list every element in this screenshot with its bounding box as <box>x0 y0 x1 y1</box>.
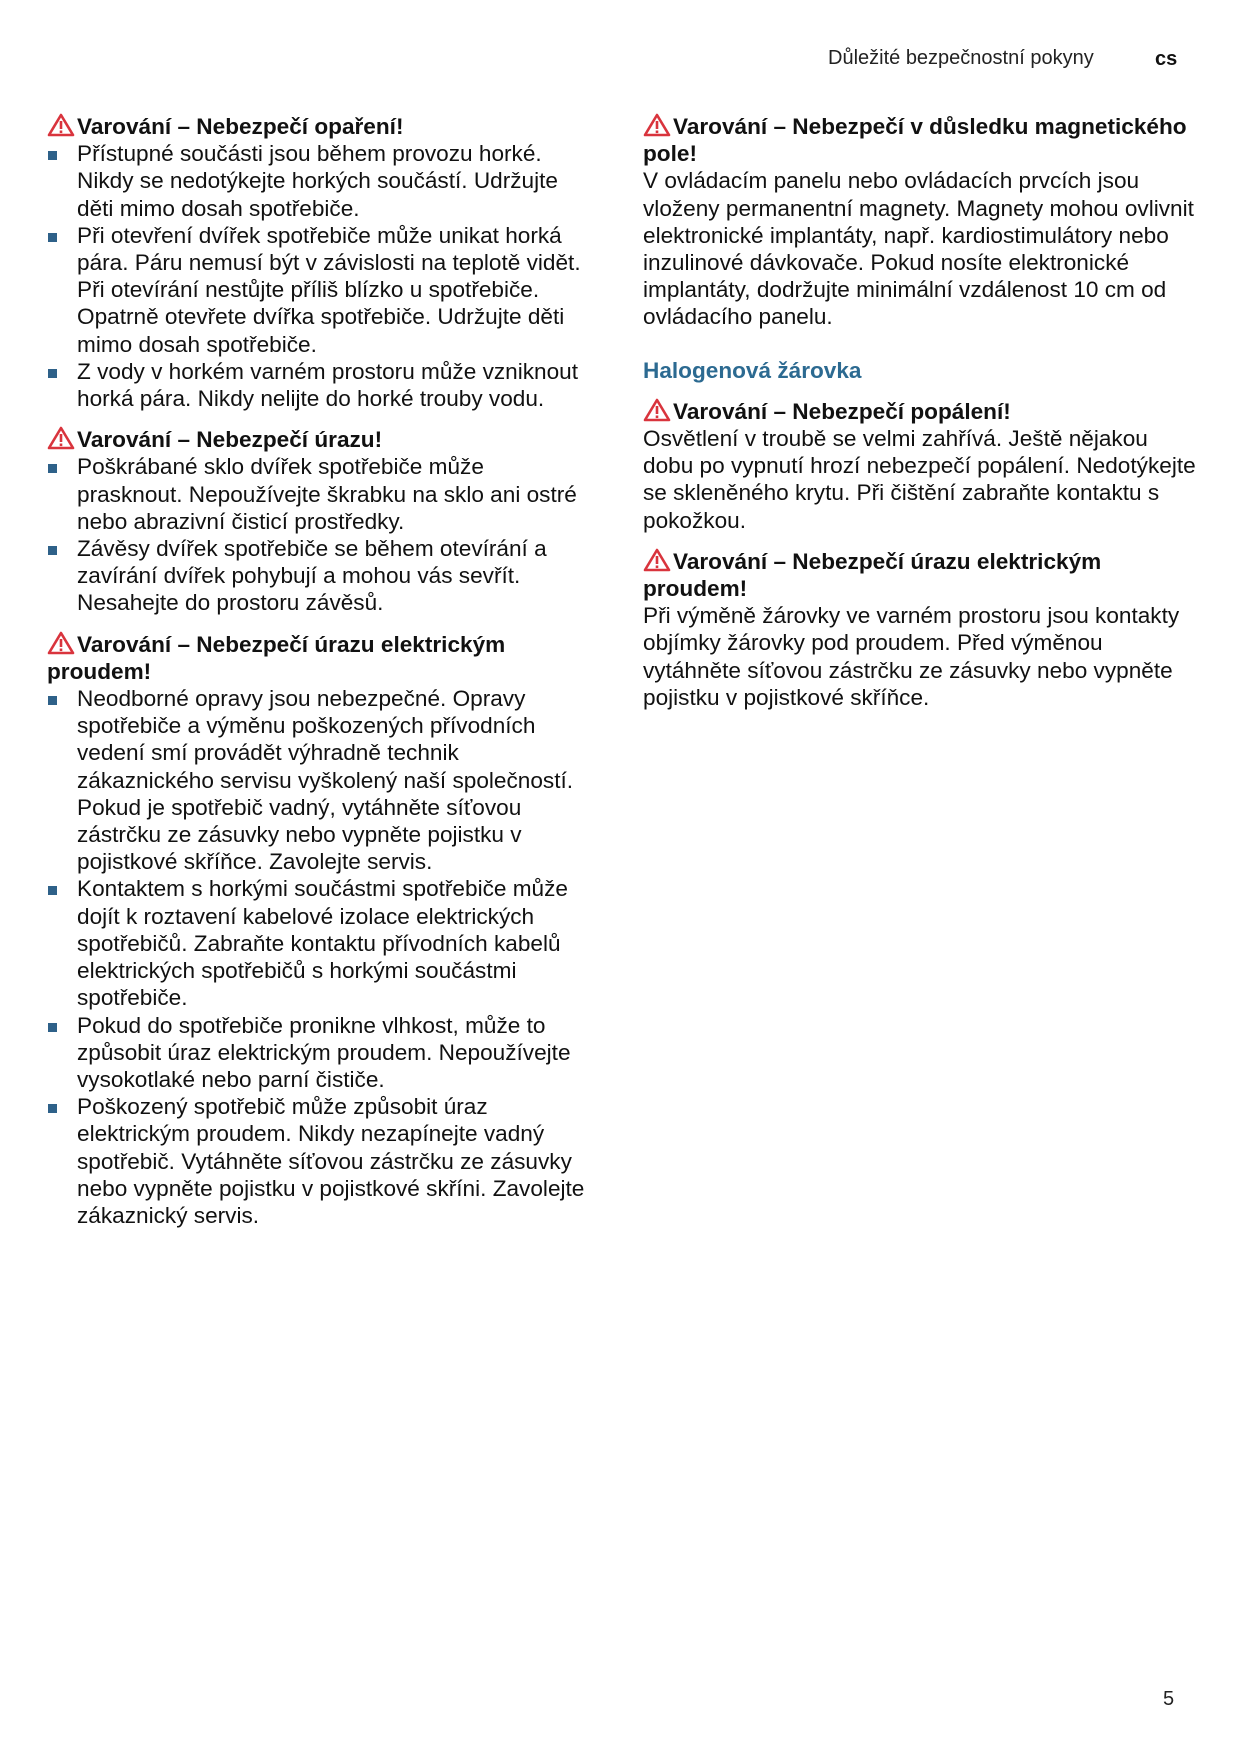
warning-heading-text: Varování – Nebezpečí úrazu elektrickým proudem! <box>643 548 1102 602</box>
warning-triangle-icon <box>47 113 75 137</box>
warning-heading-text: Varování – Nebezpečí úrazu! <box>77 427 383 453</box>
warning-body: Při výměně žárovky ve varném prostoru jsou kontakty objímky žárovky pod proudem. Před výměnou vytáhněte síťovou zástrčku ze zásuvky nebo vypněte pojistku v pojistkové skříňce. <box>643 603 1180 710</box>
warning-heading <box>47 426 587 453</box>
list-item-text: Kontaktem s horkými součástmi spotřebiče může dojít k roztavení kabelové izolace elektrických spotřebičů. Zabraňte kontaktu přívodních kabelů elektrických spotřebičů s horkými součástmi spotřebiče. <box>77 876 568 1011</box>
list-item-text: Poškozený spotřebič může způsobit úraz elektrickým proudem. Nikdy nezapínejte vadný spotřebič. Vytáhněte síťovou zástrčku ze zásuvky nebo vypněte pojistku v pojistkové skříni. Zavolejte zákaznický servis. <box>77 1094 585 1228</box>
warning-triangle-icon <box>47 631 75 655</box>
warning-electric-shock-bulb <box>643 548 1203 711</box>
list-item-text: Pokud do spotřebiče pronikne vlhkost, může to způsobit úraz elektrickým proudem. Nepoužívejte vysokotlaké nebo parní čističe. <box>77 1012 571 1092</box>
warning-triangle-icon <box>643 548 671 572</box>
list-item <box>47 875 587 1011</box>
list-item <box>47 1093 587 1229</box>
warning-scalding <box>47 113 587 412</box>
warning-heading-text: Varování – Nebezpečí úrazu elektrickým proudem! <box>47 631 506 684</box>
square-bullet-icon <box>48 369 57 378</box>
list-item <box>47 685 587 875</box>
square-bullet-icon <box>48 464 57 473</box>
list-item-text: Z vody v horkém varném prostoru může vzniknout horká pára. Nikdy nelijte do horké trouby vodu. <box>77 358 579 412</box>
square-bullet-icon <box>48 1023 57 1032</box>
list-item-text: Poškrábané sklo dvířek spotřebiče může prasknout. Nepoužívejte škrabku na sklo ani ostré nebo abrazivní čisticí prostředky. <box>77 454 577 534</box>
list-item <box>47 1012 587 1094</box>
language-code: cs <box>1155 48 1178 70</box>
page-number: 5 <box>1163 1688 1175 1710</box>
section-heading-halogen-bulb: Halogenová žárovka <box>643 357 862 383</box>
square-bullet-icon <box>48 233 57 242</box>
warning-heading-text: Varování – Nebezpečí popálení! <box>673 398 1011 424</box>
warning-body: Osvětlení v troubě se velmi zahřívá. Ještě nějakou dobu po vypnutí hrozí nebezpečí popálení. Nedotýkejte se skleněného krytu. Při čištění zabraňte kontaktu s pokožkou. <box>643 426 1196 533</box>
list-item-text: Při otevření dvířek spotřebiče může unikat horká pára. Páru nemusí být v závislosti na teplotě vidět. Při otevírání nestůjte příliš blízko u spotřebiče. Opatrně otevřete dvířka spotřebiče. Udržujte děti mimo dosah spotřebiče. <box>77 222 581 357</box>
bullet-list <box>47 140 587 412</box>
square-bullet-icon <box>48 1104 57 1113</box>
warning-body: V ovládacím panelu nebo ovládacích prvcích jsou vloženy permanentní magnety. Magnety mohou ovlivnit elektronické implantáty, např. kardiostimulátory nebo inzulinové dávkovače. Pokud nosíte elektronické implantáty, dodržujte minimální vzdálenost 10 cm od ovládacího panelu. <box>643 168 1194 330</box>
warning-burns <box>643 398 1203 534</box>
square-bullet-icon <box>48 151 57 160</box>
warning-heading-text: Varování – Nebezpečí v důsledku magnetického pole! <box>643 114 1187 167</box>
bullet-list <box>47 453 587 616</box>
warning-triangle-icon <box>643 113 671 137</box>
warning-heading <box>643 548 1203 602</box>
right-column <box>643 113 1203 725</box>
list-item <box>47 358 587 412</box>
warning-triangle-icon <box>47 426 75 450</box>
list-item <box>47 535 587 617</box>
warning-heading <box>47 631 587 685</box>
list-item <box>47 453 587 535</box>
warning-injury <box>47 426 587 616</box>
list-item <box>47 140 587 222</box>
warning-triangle-icon <box>643 398 671 422</box>
warning-heading <box>643 113 1203 167</box>
list-item-text: Závěsy dvířek spotřebiče se během otevírání a zavírání dvířek pohybují a mohou vás sevřít. Nesahejte do prostoru závěsů. <box>77 536 547 616</box>
warning-electric-shock <box>47 631 587 1229</box>
left-column <box>47 113 587 1243</box>
running-header-title: Důležité bezpečnostní pokyny <box>828 47 1094 69</box>
warning-heading <box>47 113 587 140</box>
list-item-text: Neodborné opravy jsou nebezpečné. Opravy spotřebiče a výměnu poškozených přívodních vedení smí provádět výhradně technik zákaznického servisu vyškolený naší společností. Pokud je spotřebič vadný, vytáhněte síťovou zástrčku ze zásuvky nebo vypněte pojistku v pojistkové skříňce. Zavolejte servis. <box>77 686 574 875</box>
warning-magnetic-field <box>643 113 1203 331</box>
warning-heading <box>643 398 1203 425</box>
square-bullet-icon <box>48 696 57 705</box>
warning-heading-text: Varování – Nebezpečí opaření! <box>77 114 404 139</box>
square-bullet-icon <box>48 546 57 555</box>
list-item <box>47 222 587 358</box>
list-item-text: Přístupné součásti jsou během provozu horké. Nikdy se nedotýkejte horkých součástí. Udržujte děti mimo dosah spotřebiče. <box>77 141 558 221</box>
square-bullet-icon <box>48 886 57 895</box>
bullet-list <box>47 685 587 1229</box>
